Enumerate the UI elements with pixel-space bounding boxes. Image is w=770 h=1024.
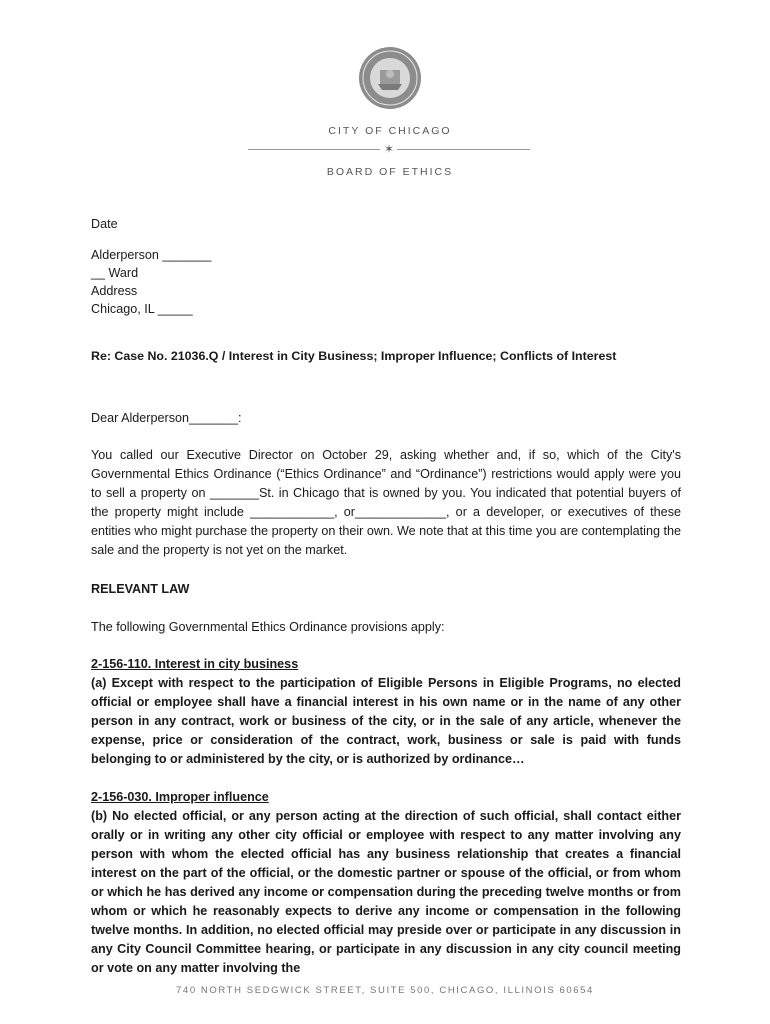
address-line: __ Ward xyxy=(91,266,139,280)
org-board-name: BOARD OF ETHICS xyxy=(326,166,454,178)
divider-left xyxy=(248,149,380,150)
footer-address: 740 NORTH SEDGWICK STREET, SUITE 500, CHICAGO, ILLINOIS 60654 xyxy=(176,985,594,996)
org-city-name: CITY OF CHICAGO xyxy=(328,125,452,137)
intro-paragraph: You called our Executive Director on October 29, asking whether and, if so, which of the City's Governmental Ethics Ordinance (“Ethics Ordinance” and “Ordinance”) restrictions would apply were you to sell a property on _______St. in Chicago that is owned by you. You indicated that potential buyers of the property might include ____________, or_____________, or a developer, or executives of these entities who might purchase the property on their own. We note that at this time you are contemplating the sale and the property is not yet on the market. xyxy=(91,448,681,557)
provisions-intro: The following Governmental Ethics Ordinance provisions apply: xyxy=(91,620,445,634)
star-divider-icon: ✶ xyxy=(383,142,395,156)
section-title: 2-156-110. Interest in city business xyxy=(91,657,299,671)
address-line: Chicago, IL _____ xyxy=(91,302,193,316)
address-line: Address xyxy=(91,284,138,298)
divider-right xyxy=(397,149,530,150)
section-title: 2-156-030. Improper influence xyxy=(91,790,269,804)
section-improper-influence xyxy=(91,788,681,978)
address-line: Alderperson _______ xyxy=(91,248,212,262)
section-interest-in-city-business xyxy=(91,655,681,769)
city-seal-icon xyxy=(358,46,422,110)
section-text: (a) Except with respect to the participation of Eligible Persons in Eligible Programs, no elected official or employee shall have a financial interest in his own name or in the name of any other person in any contract, work or business of the city, or in the sale of any article, whenever the expense, price or consideration of the contract, work, business or sale is paid with funds belonging to or administered by the city, or is authorized by ordinance… xyxy=(91,676,681,766)
relevant-law-heading: RELEVANT LAW xyxy=(91,582,190,596)
date-line: Date xyxy=(91,217,118,231)
subject-line: Re: Case No. 21036.Q / Interest in City Business; Improper Influence; Conflicts of Interest xyxy=(91,349,617,363)
address-block xyxy=(91,246,681,318)
section-text: (b) No elected official, or any person acting at the direction of such official, shall contact either orally or in writing any other city official or employee with respect to any matter involving any person with whom the elected official has any business relationship that creates a financial interest on the part of the official, or the domestic partner or spouse of the official, or from whom or which he has derived any income or compensation during the preceding twelve months or from whom or which he reasonably expects to derive any income or compensation in the following twelve months. In addition, no elected official may preside over or participate in any discussion in any City Council Committee hearing, or participate in any discussion in any city council meeting or vote on any matter involving the xyxy=(91,809,681,975)
salutation: Dear Alderperson_______: xyxy=(91,411,242,425)
